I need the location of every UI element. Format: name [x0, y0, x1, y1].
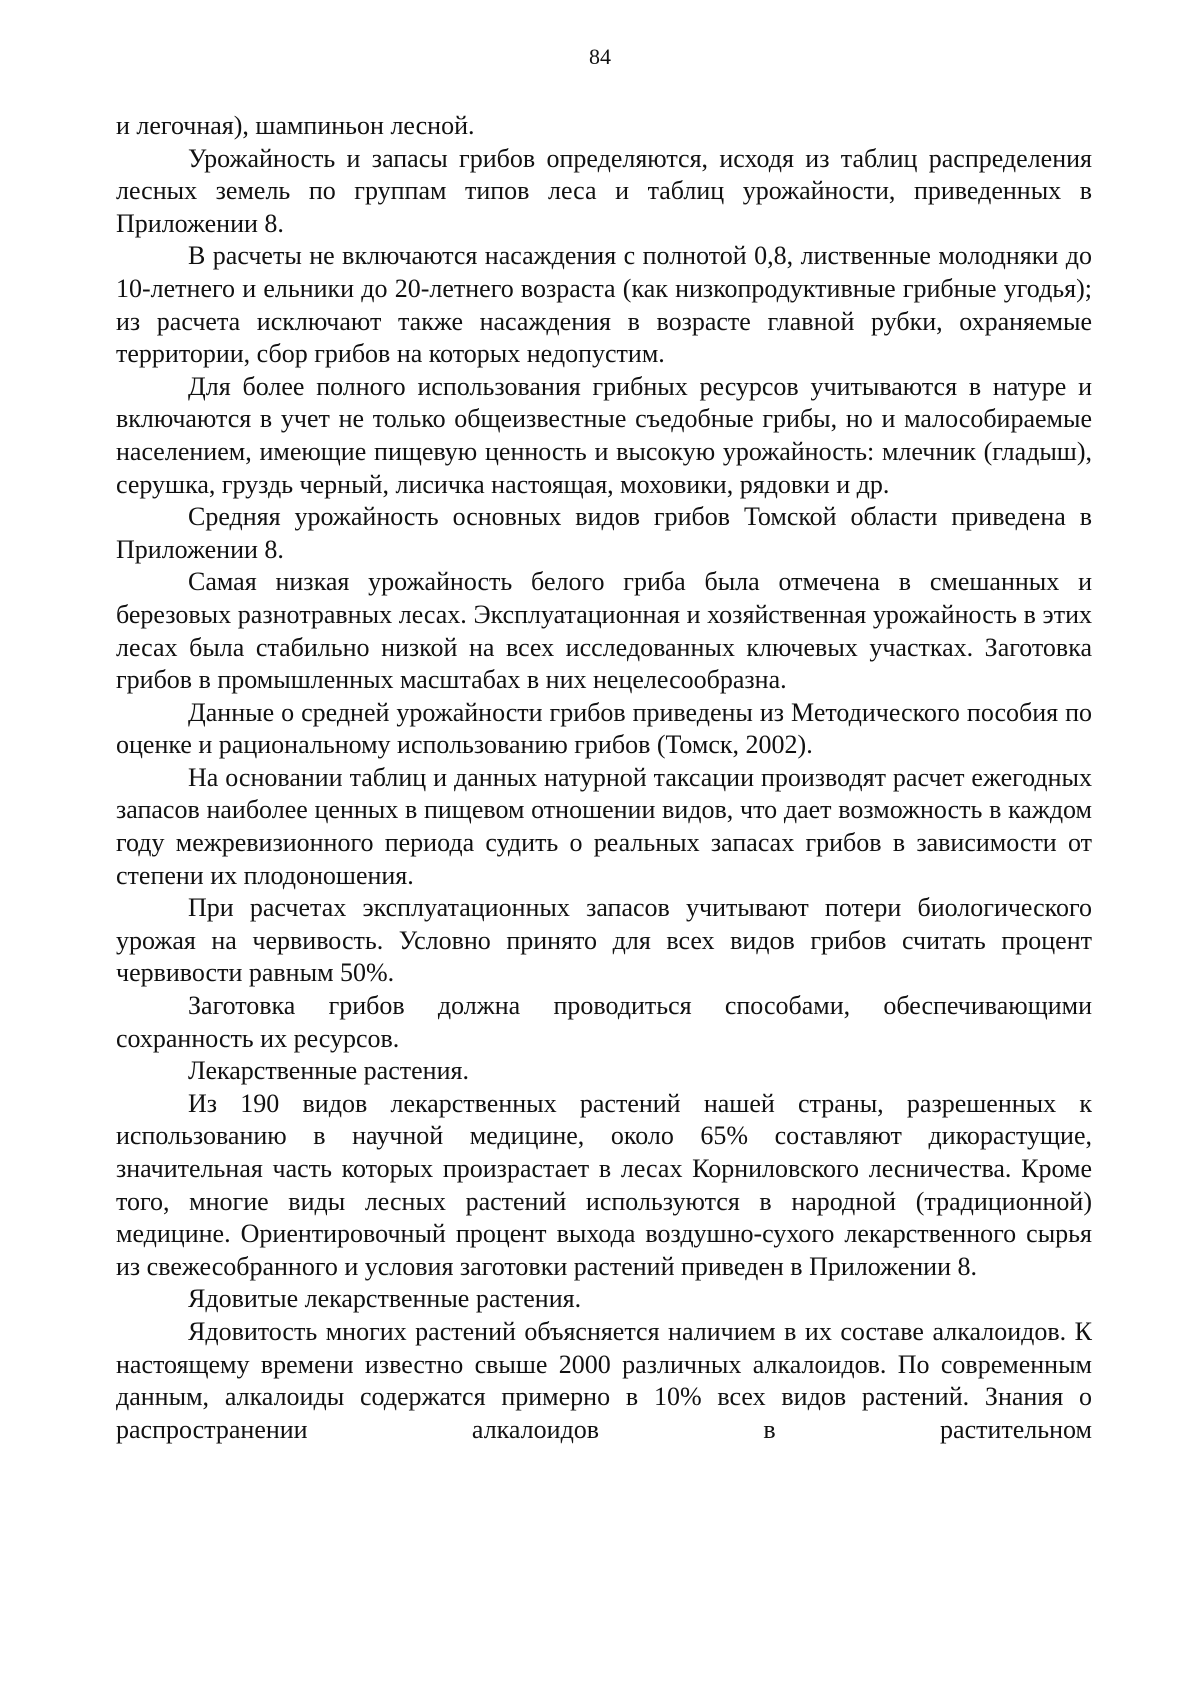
paragraph: Самая низкая урожайность белого гриба была отмечена в смешанных и березовых разнотравных лесах. Эксплуатационная и хозяйственная урожайность в этих лесах была стабильно низкой на всех исследованных ключевых участках. Заготовка грибов в промышленных масштабах в них нецелесообразна.: [116, 567, 1092, 695]
paragraph: Из 190 видов лекарственных растений нашей страны, разрешенных к использованию в научной медицине, около 65% составляют дикорастущие, значительная часть которых произрастает в лесах Корниловского лесничества. Кроме того, многие виды лесных растений используются в народной (традиционной) медицине. Ориентировочный процент выхода воздушно-сухого лекарственного сырья из свежесобранного и условия заготовки растений приведен в Приложении 8.: [116, 1088, 1092, 1281]
paragraph: и легочная), шампиньон лесной.: [116, 111, 475, 140]
paragraph: Средняя урожайность основных видов грибов Томской области приведена в Приложении 8.: [116, 502, 1092, 564]
paragraph: Для более полного использования грибных ресурсов учитываются в натуре и включаются в учет не только общеизвестные съедобные грибы, но и малособираемые населением, имеющие пищевую ценность и высокую урожайность: млечник (гладыш), серушка, груздь черный, лисичка настоящая, моховики, рядовки и др.: [116, 371, 1092, 499]
paragraph: Заготовка грибов должна проводиться способами, обеспечивающими сохранность их ресурсов.: [116, 991, 1092, 1053]
page-number: 84: [589, 44, 611, 69]
paragraph: Ядовитость многих растений объясняется наличием в их составе алкалоидов. К настоящему времени известно свыше 2000 различных алкалоидов. По современным данным, алкалоиды содержатся примерно в 10% всех видов растений. Знания о распространении алкалоидов в растительном: [116, 1316, 1092, 1444]
paragraph: На основании таблиц и данных натурной таксации производят расчет ежегодных запасов наиболее ценных в пищевом отношении видов, что дает возможность в каждом году межревизионного периода судить о реальных запасах грибов в зависимости от степени их плодоношения.: [116, 762, 1092, 890]
paragraph: Данные о средней урожайности грибов приведены из Методического пособия по оценке и рациональному использованию грибов (Томск, 2002).: [116, 697, 1092, 760]
paragraph: Урожайность и запасы грибов определяются, исходя из таблиц распределения лесных земель по группам типов леса и таблиц урожайности, приведенных в Приложении 8.: [116, 143, 1092, 238]
section-heading: Лекарственные растения.: [188, 1056, 469, 1086]
document-body: [116, 110, 1092, 1446]
paragraph: При расчетах эксплуатационных запасов учитывают потери биологического урожая на червивость. Условно принято для всех видов грибов считать процент червивости равным 50%.: [116, 893, 1092, 988]
paragraph: В расчеты не включаются насаждения с полнотой 0,8, лиственные молодняки до 10-летнего и ельники до 20-летнего возраста (как низкопродуктивные грибные угодья); из расчета исключают также насаждения в возрасте главной рубки, охраняемые территории, сбор грибов на которых недопустим.: [116, 241, 1092, 369]
section-heading: Ядовитые лекарственные растения.: [188, 1284, 582, 1314]
